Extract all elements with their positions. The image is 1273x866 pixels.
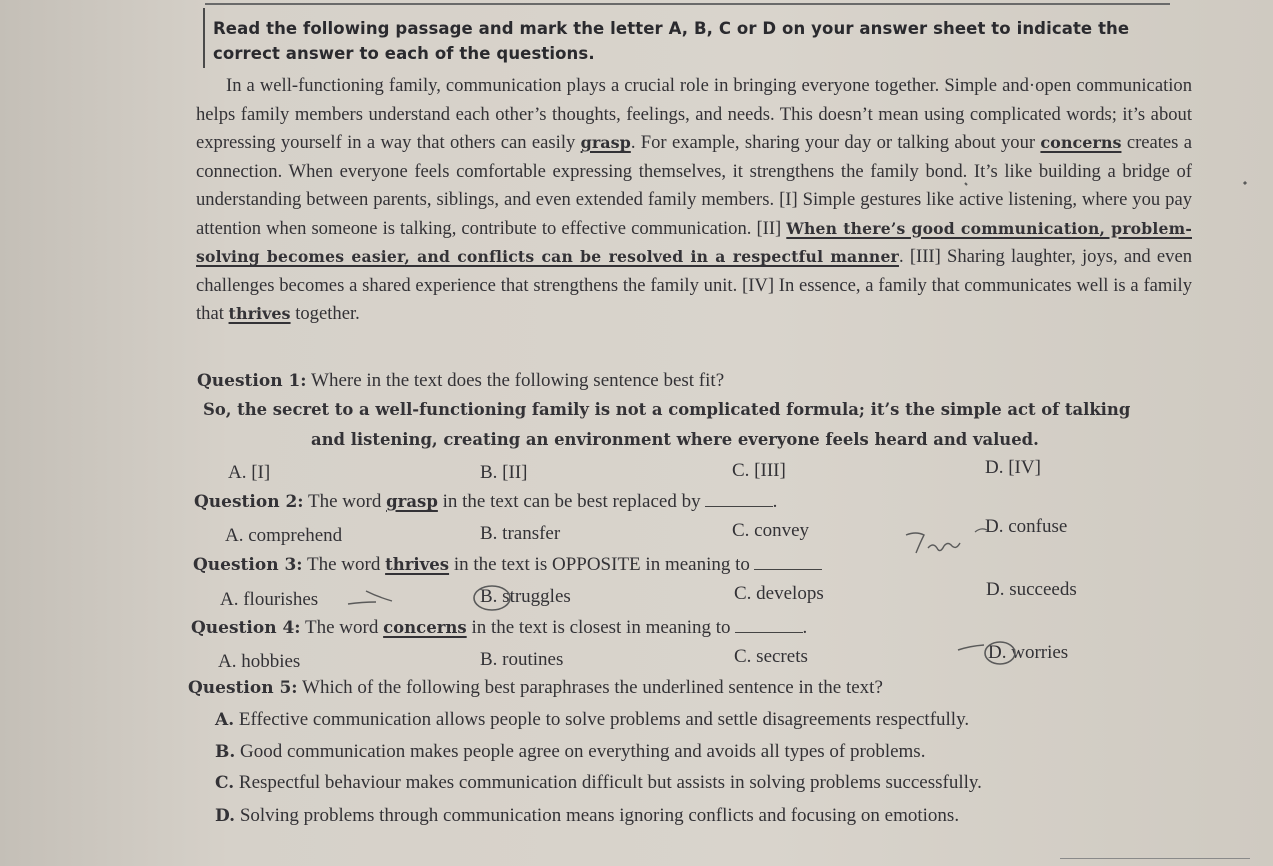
question-1-quote-line-1: So, the secret to a well-functioning family is not a complicated formula; it’s the simple act of talking bbox=[203, 400, 1131, 419]
q5-answer-c-letter: C. bbox=[215, 773, 235, 793]
passage-part-5: together. bbox=[295, 303, 360, 324]
q3-option-d[interactable]: D. succeeds bbox=[986, 579, 1077, 600]
passage-part-3: creates a connection. When everyone feels comfortable expressing themselves, it strengthens the family bond. It’s like building a bridge of understanding between parents, siblings, and even extended family members. [I] Simple gestures like active listening, where you pay attention when someone is talking, contribute to effective communication. [II] bbox=[196, 132, 1193, 239]
question-2-end: . bbox=[772, 491, 778, 512]
question-5-label: Question 5: bbox=[188, 678, 298, 698]
top-rule bbox=[205, 3, 1170, 5]
passage-part-4: . [III] Sharing laughter, joys, and even challenges becomes a shared experience that strengthens the family unit. [IV] In essence, a family that communicates well is a family that bbox=[196, 246, 1192, 324]
q5-answer-c-text: Respectful behaviour makes communication difficult but assists in solving problems successfully. bbox=[238, 772, 982, 793]
q5-answer-d-letter: D. bbox=[215, 806, 236, 826]
q4-option-a[interactable]: A. hobbies bbox=[218, 651, 301, 672]
question-2-word: grasp bbox=[386, 492, 438, 511]
question-2-text-after: in the text can be best replaced by bbox=[442, 491, 701, 512]
question-2-label: Question 2: bbox=[194, 492, 304, 512]
q1-option-a[interactable]: A. [I] bbox=[228, 462, 271, 483]
instruction-bar bbox=[203, 8, 205, 68]
q3-option-a[interactable]: A. flourishes bbox=[220, 589, 319, 610]
question-4 bbox=[191, 617, 807, 639]
question-5 bbox=[188, 677, 883, 699]
q4-option-b[interactable]: B. routines bbox=[480, 649, 564, 670]
q5-answer-b-letter: B. bbox=[215, 742, 236, 762]
question-4-end: . bbox=[802, 617, 808, 638]
q4-option-d[interactable]: D. worries bbox=[988, 642, 1069, 663]
q4-option-c[interactable]: C. secrets bbox=[734, 646, 808, 667]
bottom-rule bbox=[1060, 858, 1250, 859]
q5-answer-d-text: Solving problems through communication means ignoring conflicts and focusing on emotions. bbox=[239, 805, 960, 826]
question-1 bbox=[197, 370, 724, 392]
word-grasp: grasp bbox=[580, 133, 631, 152]
question-4-text-before: The word bbox=[305, 617, 379, 638]
q3-option-b[interactable]: B. struggles bbox=[480, 586, 571, 607]
q2-option-c[interactable]: C. convey bbox=[732, 520, 810, 541]
question-4-blank[interactable] bbox=[735, 632, 803, 633]
word-thrives: thrives bbox=[228, 304, 291, 323]
pencil-arrow bbox=[348, 591, 392, 604]
instruction-text: Read the following passage and mark the letter A, B, C or D on your answer sheet to indicate the correct answer to each of the questions. bbox=[213, 19, 1130, 63]
passage-part-2: . For example, sharing your day or talking about your bbox=[630, 132, 1036, 153]
q5-answer-c[interactable] bbox=[215, 772, 982, 794]
q5-answer-d[interactable] bbox=[215, 805, 959, 827]
q5-answer-a-text: Effective communication allows people to solve problems and settle disagreements respectfully. bbox=[238, 709, 970, 730]
q5-answer-b-text: Good communication makes people agree on everything and avoids all types of problems. bbox=[240, 741, 926, 762]
question-2-blank[interactable] bbox=[705, 506, 773, 507]
question-1-label: Question 1: bbox=[197, 371, 307, 391]
passage-part-1: In a well-functioning family, communication plays a crucial role in bringing everyone together. Simple and·open communication helps family members understand each other’s thoughts, feelings, and needs. This doesn’t mean using complicated words; it’s about expressing yourself in a way that others can easily bbox=[196, 75, 1192, 153]
question-3-word: thrives bbox=[385, 555, 450, 574]
q2-option-a[interactable]: A. comprehend bbox=[225, 525, 343, 546]
underlined-sentence: When there’s good communication, problem-solving becomes easier, and conflicts can be resolved in a respectful manner bbox=[196, 218, 1192, 266]
reading-passage bbox=[196, 72, 1192, 329]
question-3-text-before: The word bbox=[307, 554, 381, 575]
q5-answer-b[interactable] bbox=[215, 741, 925, 763]
pencil-dot-margin bbox=[1244, 182, 1246, 184]
question-3-label: Question 3: bbox=[193, 555, 303, 575]
question-3-blank[interactable] bbox=[754, 569, 822, 570]
q2-option-d[interactable]: D. confuse bbox=[985, 516, 1068, 537]
question-1-quote-line-2: and listening, creating an environment where everyone feels heard and valued. bbox=[311, 430, 1039, 449]
q3-option-c[interactable]: C. develops bbox=[734, 583, 824, 604]
q1-option-d[interactable]: D. [IV] bbox=[985, 457, 1041, 478]
question-4-text-after: in the text is closest in meaning to bbox=[471, 617, 731, 638]
question-5-text: Which of the following best paraphrases the underlined sentence in the text? bbox=[302, 677, 883, 698]
q5-answer-a-letter: A. bbox=[215, 710, 235, 730]
question-3 bbox=[193, 554, 822, 576]
q5-answer-a[interactable] bbox=[215, 709, 969, 731]
question-4-word: concerns bbox=[383, 618, 467, 637]
question-2 bbox=[194, 491, 777, 513]
q1-option-c[interactable]: C. [III] bbox=[732, 460, 786, 481]
q4-answer-mark bbox=[958, 645, 984, 650]
question-3-text-after: in the text is OPPOSITE in meaning to bbox=[453, 554, 750, 575]
question-2-text-before: The word bbox=[308, 491, 382, 512]
question-1-text: Where in the text does the following sentence best fit? bbox=[311, 370, 725, 391]
word-concerns: concerns bbox=[1040, 133, 1122, 152]
question-4-label: Question 4: bbox=[191, 618, 301, 638]
pencil-scribble bbox=[906, 533, 960, 553]
q1-option-b[interactable]: B. [II] bbox=[480, 462, 528, 483]
q2-option-b[interactable]: B. transfer bbox=[480, 523, 561, 544]
